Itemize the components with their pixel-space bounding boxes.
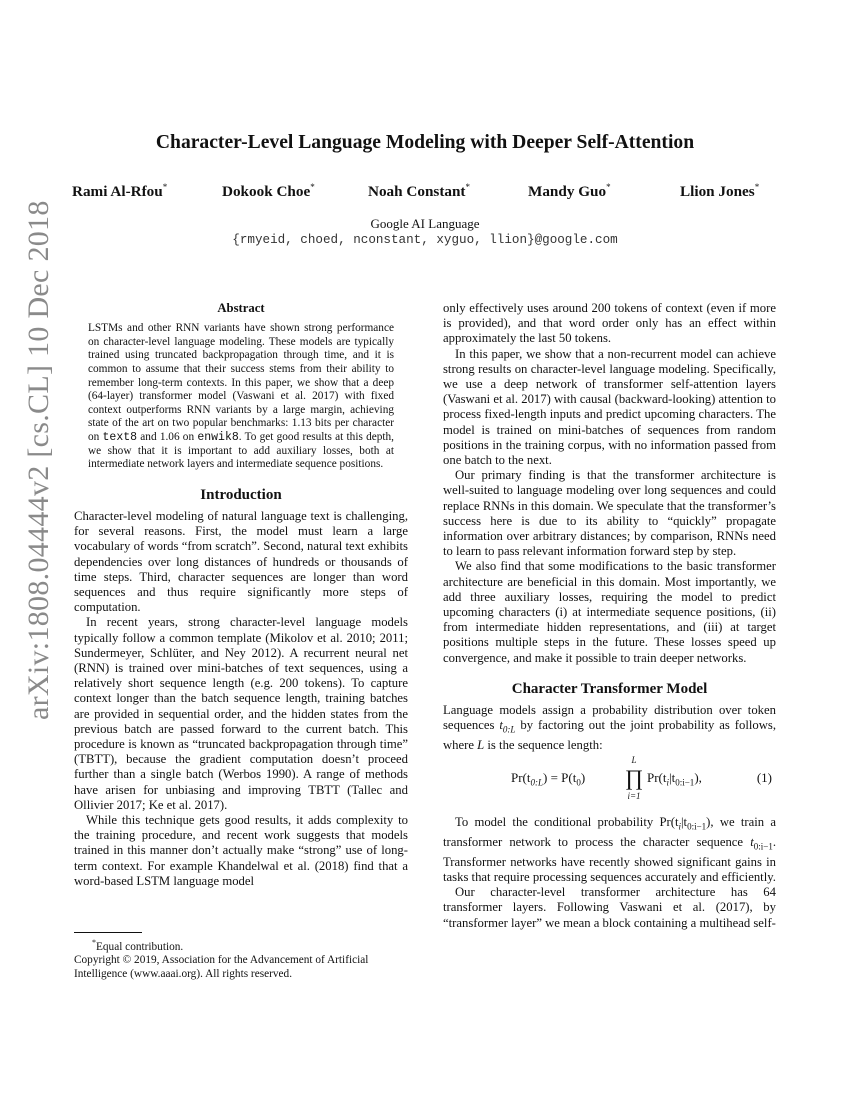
author-name: Mandy Guo* bbox=[528, 182, 611, 201]
left-column bbox=[74, 301, 408, 889]
paragraph: Language models assign a probability distribution over token sequences $t_{0:L}$ by factoring out the joint probability as follows, where L is the sequence length: bbox=[443, 703, 776, 753]
arxiv-side-stamp: arXiv:1808.04444v2 [cs.CL] 10 Dec 2018 bbox=[22, 200, 55, 720]
paragraph: Our primary finding is that the transformer architecture is well-suited to language modeling over long sequences and could replace RNNs in this domain. We speculate that the transformer’s success here is due to its ability to “quickly” propagate information over arbitrary distances; by comparison, RNNs need to learn to pass relevant information forward step by step. bbox=[443, 468, 776, 559]
abstract-body: LSTMs and other RNN variants have shown strong performance on character-level language modeling. These models are typically trained using truncated backpropagation through time, and it is common to assume that their success stems from their ability to remember long-term contexts. In this paper, we show that a deep (64-layer) transformer model (Vaswani et al. 2017) with fixed context outperforms RNN variants by a large margin, achieving state of the art on two popular benchmarks: 1.13 bits per character on text8 and 1.06 on enwik8. To get good results at this depth, we show that it is important to add auxiliary losses, both at intermediate network layers and intermediate sequence positions. bbox=[88, 322, 395, 471]
dataset-name: enwik8 bbox=[197, 430, 239, 444]
section-heading-introduction: Introduction bbox=[200, 486, 282, 503]
equation-lhs: $Pr(t_{0:L}) = P(t_0)$ bbox=[511, 770, 586, 788]
copyright-notice: Copyright © 2019, Association for the Advancement of Artificial Intelligence (www.aaai.org). All rights reserved. bbox=[74, 954, 369, 980]
abstract-heading: Abstract bbox=[217, 301, 265, 315]
footnotes bbox=[74, 936, 408, 982]
paragraph: While this technique gets good results, it adds complexity to the training procedure, and recent work suggests that models trained in this manner don’t actually make “strong” use of long-term context. For example Khandelwal et al. (2018) find that a word-based LSTM language model bbox=[74, 813, 408, 888]
paragraph: We also find that some modifications to the basic transformer architecture are beneficial in this domain. Most importantly, we add three auxiliary losses, requiring the model to predict upcoming characters (i) at intermediate sequence positions, (ii) from intermediate hidden representations, and (iii) at target positions multiple steps in the future. These losses speed up convergence, and make it possible to train deeper networks. bbox=[443, 559, 776, 665]
paragraph: To model the conditional probability $Pr(t_i|t_{0:i-1})$, we train a transformer network to process the character sequence $t_{0:i-1}$. Transformer networks have recently showed significant gains in tasks that require processing sequences accurately and efficiently. bbox=[443, 815, 776, 884]
author-name: Noah Constant* bbox=[368, 182, 470, 201]
affiliation: Google AI Language bbox=[370, 216, 480, 231]
dataset-name: text8 bbox=[102, 430, 138, 444]
paragraph: In recent years, strong character-level language models typically follow a common template (Mikolov et al. 2010; 2011; Sundermeyer, Schlüter, and Ney 2012). A recurrent neural net (RNN) is trained over mini-batches of text sequences, using a relatively short sequence length (e.g. 200 tokens). To capture context longer than the batch sequence length, training batches are provided in sequential order, and the hidden states from the previous batch are passed forward to the current batch. This procedure is known as “truncated backpropagation through time” (TBTT), because the gradient computation doesn’t proceed further than a single batch (Werbos 1990). A range of methods have arisen for unbiasing and improving TBTT (Tallec and Ollivier 2017; Ke et al. 2017). bbox=[74, 615, 408, 812]
paragraph: Our character-level transformer architecture has 64 transformer layers. Following Vaswani et al. (2017), by “transformer layer” we mean a block containing a multihead self- bbox=[443, 885, 776, 930]
right-column bbox=[443, 301, 776, 931]
paragraph: In this paper, we show that a non-recurrent model can achieve strong results on character-level language modeling. Specifically, we use a deep network of transformer self-attention layers (Vaswani et al. 2017) with causal (backward-looking) attention to process fixed-length inputs and predict upcoming characters. The model is trained on mini-batches of sequences from random positions in the training corpus, with no information passed from one batch to the next. bbox=[443, 346, 776, 468]
paper-title: Character-Level Language Modeling with Deeper Self-Attention bbox=[155, 132, 695, 153]
paragraph: Character-level modeling of natural language text is challenging, for several reasons. First, the model must learn a large vocabulary of words “from scratch”. Second, natural text exhibits dependencies over long distances of hundreds or thousands of time steps. Third, character sequences are longer than word sequences and thus require significantly more steps of computation. bbox=[74, 508, 408, 615]
section-heading-character-transformer: Character Transformer Model bbox=[511, 680, 708, 697]
footnote-rule bbox=[74, 932, 142, 933]
author-name: Dokook Choe* bbox=[222, 182, 315, 201]
equation-number: (1) bbox=[756, 770, 772, 786]
author-emails: {rmyeid, choed, nconstant, xyguo, llion}@google.com bbox=[232, 233, 618, 247]
footnote-equal-contribution: *Equal contribution. bbox=[92, 938, 184, 953]
product-operator: L ∏ i=1 bbox=[624, 755, 644, 802]
author-name: Llion Jones* bbox=[680, 182, 760, 201]
paragraph: only effectively uses around 200 tokens of context (even if more is provided), and that word order only has an effect within approximately the last 50 tokens. bbox=[443, 301, 776, 346]
author-name: Rami Al-Rfou* bbox=[72, 182, 168, 201]
equation-1 bbox=[443, 755, 776, 806]
equation-rhs: $Pr(t_i|t_{0:i-1})$, bbox=[647, 770, 702, 788]
